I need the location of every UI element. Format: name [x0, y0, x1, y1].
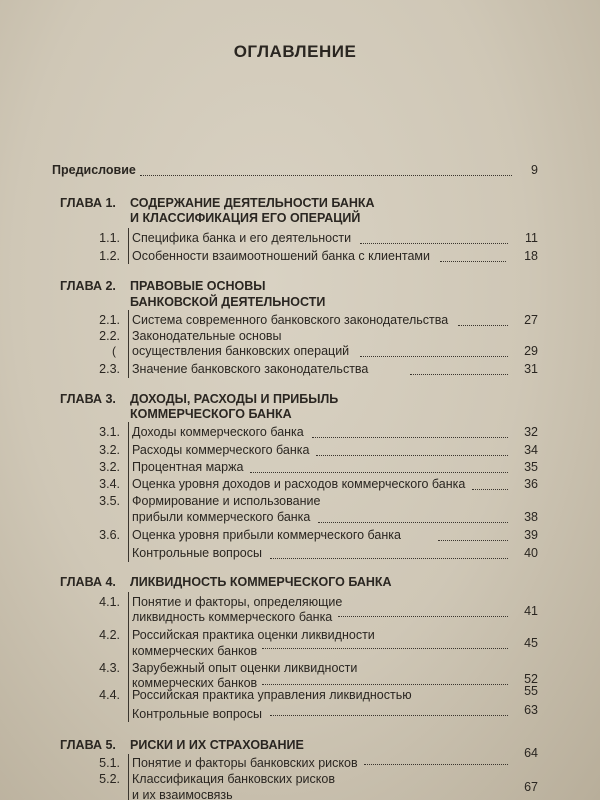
section-number: 3.1.	[99, 425, 120, 439]
section-title: Формирование и использование	[132, 494, 321, 508]
section-title: осуществления банковских операций	[132, 344, 350, 358]
dot-leader	[410, 362, 508, 375]
chapter-label: ГЛАВА 2.	[60, 279, 116, 293]
section-page: 52	[524, 672, 538, 686]
dot-leader	[262, 672, 508, 685]
dot-leader	[318, 510, 508, 523]
section-title: Особенности взаимоотношений банка с клиентами	[132, 249, 430, 263]
dot-leader	[140, 163, 512, 176]
section-page: 39	[524, 528, 538, 542]
section-title: прибыли коммерческого банка	[132, 510, 311, 524]
section-number: 2.1.	[99, 313, 120, 327]
dot-leader	[316, 443, 508, 456]
section-number: 4.1.	[99, 595, 120, 609]
section-title: Российская практика оценки ликвидности	[132, 628, 375, 642]
section-page: 32	[524, 425, 538, 439]
section-page: 63	[524, 703, 538, 717]
section-number: 1.2.	[99, 249, 120, 263]
chapter-title-line: ЛИКВИДНОСТЬ КОММЕРЧЕСКОГО БАНКА	[130, 575, 392, 589]
dot-leader	[360, 231, 508, 244]
dot-leader	[338, 604, 508, 617]
section-page: 41	[524, 604, 538, 618]
section-number: 1.1.	[99, 231, 120, 245]
section-page: 38	[524, 510, 538, 524]
section-title: Контрольные вопросы	[132, 546, 262, 560]
chapter-title-line: КОММЕРЧЕСКОГО БАНКА	[130, 407, 292, 421]
section-title: и их взаимосвязь	[132, 788, 233, 800]
dot-leader	[262, 636, 508, 649]
stray-mark: (	[112, 344, 116, 358]
section-number: 3.5.	[99, 494, 120, 508]
section-title: коммерческих банков	[132, 676, 258, 690]
section-number: 2.2.	[99, 329, 120, 343]
dot-leader	[270, 546, 508, 559]
section-page: 11	[525, 231, 538, 245]
section-title: Специфика банка и его деятельности	[132, 231, 352, 245]
chapter-title-line: СОДЕРЖАНИЕ ДЕЯТЕЛЬНОСТИ БАНКА	[130, 196, 375, 210]
chapter-title-line: РИСКИ И ИХ СТРАХОВАНИЕ	[130, 738, 304, 752]
section-page: 29	[524, 344, 538, 358]
section-page: 36	[524, 477, 538, 491]
section-title: Оценка уровня прибыли коммерческого банка	[132, 528, 401, 542]
section-page: 55	[524, 684, 538, 698]
section-title: Понятие и факторы, определяющие	[132, 595, 343, 609]
chapter-title-line: И КЛАССИФИКАЦИЯ ЕГО ОПЕРАЦИЙ	[130, 211, 361, 225]
dot-leader	[250, 460, 508, 473]
section-page: 31	[524, 362, 538, 376]
chapter-title-line: ПРАВОВЫЕ ОСНОВЫ	[130, 279, 266, 293]
section-title: Понятие и факторы банковских рисков	[132, 756, 358, 770]
section-title: коммерческих банков	[132, 644, 258, 658]
section-title: Доходы коммерческого банка	[132, 425, 304, 439]
section-title: Оценка уровня доходов и расходов коммерческого банка	[132, 477, 466, 491]
preface-label: Предисловие	[52, 163, 136, 177]
section-page: 34	[524, 443, 538, 457]
dot-leader	[440, 249, 506, 262]
section-number: 5.1.	[99, 756, 120, 770]
section-rule	[128, 422, 129, 562]
section-number: 4.2.	[99, 628, 120, 642]
dot-leader	[270, 703, 508, 716]
dot-leader	[312, 425, 508, 438]
section-number: 4.3.	[99, 661, 120, 675]
dot-leader	[364, 752, 508, 765]
section-title: Зарубежный опыт оценки ликвидности	[132, 661, 358, 675]
section-page: 64	[524, 746, 538, 760]
section-page: 40	[524, 546, 538, 560]
section-number: 3.4.	[99, 477, 120, 491]
section-title: Контрольные вопросы	[132, 707, 262, 721]
section-title: Значение банковского законодательства	[132, 362, 369, 376]
section-title: Система современного банковского законодательства	[132, 313, 449, 327]
section-page: 27	[524, 313, 538, 327]
section-title: ликвидность коммерческого банка	[132, 610, 333, 624]
section-title: Классификация банковских рисков	[132, 772, 335, 786]
chapter-label: ГЛАВА 3.	[60, 392, 116, 406]
chapter-label: ГЛАВА 4.	[60, 575, 116, 589]
section-number: 3.2.	[99, 443, 120, 457]
section-title: Законодательные основы	[132, 329, 282, 343]
chapter-label: ГЛАВА 5.	[60, 738, 116, 752]
section-title: Процентная маржа	[132, 460, 244, 474]
section-rule	[128, 228, 129, 264]
section-page: 18	[524, 249, 538, 263]
section-page: 67	[524, 780, 538, 794]
section-page: 35	[524, 460, 538, 474]
page-title: ОГЛАВЛЕНИЕ	[233, 42, 357, 61]
section-number: 5.2.	[99, 772, 120, 786]
dot-leader	[438, 528, 508, 541]
section-title: Расходы коммерческого банка	[132, 443, 310, 457]
section-rule	[128, 754, 129, 800]
chapter-title-line: БАНКОВСКОЙ ДЕЯТЕЛЬНОСТИ	[130, 295, 326, 309]
section-number: 3.6.	[99, 528, 120, 542]
section-number: 4.4.	[99, 688, 120, 702]
section-title: Российская практика управления ликвидностью	[132, 688, 412, 702]
section-number: 3.2.	[99, 460, 120, 474]
section-number: 2.3.	[99, 362, 120, 376]
dot-leader	[360, 344, 508, 357]
section-page: 45	[524, 636, 538, 650]
chapter-title-line: ДОХОДЫ, РАСХОДЫ И ПРИБЫЛЬ	[130, 392, 339, 406]
section-rule	[128, 310, 129, 378]
preface-page: 9	[531, 163, 538, 177]
section-rule	[128, 592, 129, 722]
chapter-label: ГЛАВА 1.	[60, 196, 116, 210]
